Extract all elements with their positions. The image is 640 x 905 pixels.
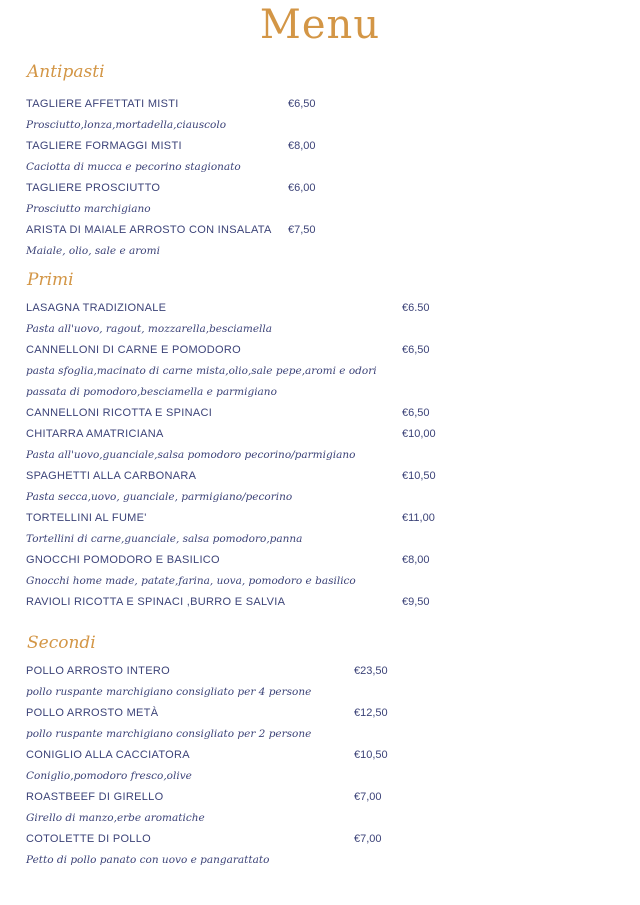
- secondi-item-desc: Coniglio,pomodoro fresco,olive: [26, 770, 192, 782]
- antipasti-item-name: TAGLIERE AFFETTATI MISTI: [26, 98, 179, 110]
- primi-item-price: €6,50: [402, 344, 430, 356]
- primi-item-desc: Tortellini di carne,guanciale, salsa pomodoro,panna: [26, 533, 303, 545]
- antipasti-item-name: TAGLIERE PROSCIUTTO: [26, 182, 161, 194]
- primi-item-desc: pasta sfoglia,macinato di carne mista,olio,sale pepe,aromi e odori: [26, 365, 377, 377]
- primi-item-name: CHITARRA AMATRICIANA: [26, 428, 164, 440]
- section-antipasti-heading: Antipasti: [27, 62, 105, 82]
- antipasti-item-desc: Prosciutto,lonza,mortadella,ciauscolo: [26, 119, 227, 131]
- secondi-item-price: €12,50: [354, 707, 388, 719]
- primi-item-price: €11,00: [402, 512, 435, 524]
- primi-item-desc: Gnocchi home made, patate,farina, uova, pomodoro e basilico: [26, 575, 356, 587]
- secondi-item-desc: pollo ruspante marchigiano consigliato per 2 persone: [26, 728, 312, 740]
- section-primi-heading: Primi: [27, 270, 74, 290]
- secondi-item-name: CONIGLIO ALLA CACCIATORA: [26, 749, 190, 761]
- antipasti-item-price: €8,00: [288, 140, 316, 152]
- secondi-item-price: €23,50: [354, 665, 388, 677]
- primi-item-name: RAVIOLI RICOTTA E SPINACI ,BURRO E SALVIA: [26, 596, 286, 608]
- antipasti-item-price: €6,50: [288, 98, 316, 110]
- primi-item-desc: Pasta secca,uovo, guanciale, parmigiano/pecorino: [26, 491, 293, 503]
- menu-title: Menu: [259, 2, 381, 48]
- primi-item-name: GNOCCHI POMODORO E BASILICO: [26, 554, 220, 566]
- primi-item-desc: Pasta all'uovo,guanciale,salsa pomodoro pecorino/parmigiano: [26, 449, 356, 461]
- secondi-item-name: POLLO ARROSTO INTERO: [26, 665, 170, 677]
- secondi-item-price: €7,00: [354, 791, 382, 803]
- primi-item-desc: passata di pomodoro,besciamella e parmigiano: [26, 386, 277, 398]
- primi-item-name: TORTELLINI AL FUME': [26, 512, 147, 524]
- secondi-item-price: €7,00: [354, 833, 382, 845]
- antipasti-item-price: €6,00: [288, 182, 316, 194]
- secondi-item-desc: Petto di pollo panato con uovo e pangarattato: [26, 854, 270, 866]
- primi-item-desc: Pasta all'uovo, ragout, mozzarella,besciamella: [26, 323, 273, 335]
- antipasti-item-desc: Maiale, olio, sale e aromi: [26, 245, 160, 257]
- antipasti-item-name: TAGLIERE FORMAGGI MISTI: [26, 140, 182, 152]
- antipasti-item-desc: Prosciutto marchigiano: [26, 203, 151, 215]
- primi-item-price: €8,00: [402, 554, 430, 566]
- primi-item-name: CANNELLONI RICOTTA E SPINACI: [26, 407, 213, 419]
- primi-item-price: €10,50: [402, 470, 436, 482]
- secondi-item-name: POLLO ARROSTO METÀ: [26, 707, 159, 719]
- primi-item-price: €6,50: [402, 407, 430, 419]
- primi-item-price: €9,50: [402, 596, 430, 608]
- primi-item-name: CANNELLONI DI CARNE E POMODORO: [26, 344, 241, 356]
- secondi-item-price: €10,50: [354, 749, 388, 761]
- antipasti-item-price: €7,50: [288, 224, 316, 236]
- primi-item-name: LASAGNA TRADIZIONALE: [26, 302, 167, 314]
- antipasti-item-name: ARISTA DI MAIALE ARROSTO CON INSALATA: [26, 224, 272, 236]
- secondi-item-desc: Girello di manzo,erbe aromatiche: [26, 812, 205, 824]
- secondi-item-desc: pollo ruspante marchigiano consigliato per 4 persone: [26, 686, 312, 698]
- secondi-item-name: ROASTBEEF DI GIRELLO: [26, 791, 164, 803]
- secondi-item-name: COTOLETTE DI POLLO: [26, 833, 152, 845]
- primi-item-price: €6.50: [402, 302, 430, 314]
- primi-item-name: SPAGHETTI ALLA CARBONARA: [26, 470, 197, 482]
- section-secondi-heading: Secondi: [27, 633, 96, 653]
- primi-item-price: €10,00: [402, 428, 436, 440]
- antipasti-item-desc: Caciotta di mucca e pecorino stagionato: [26, 161, 241, 173]
